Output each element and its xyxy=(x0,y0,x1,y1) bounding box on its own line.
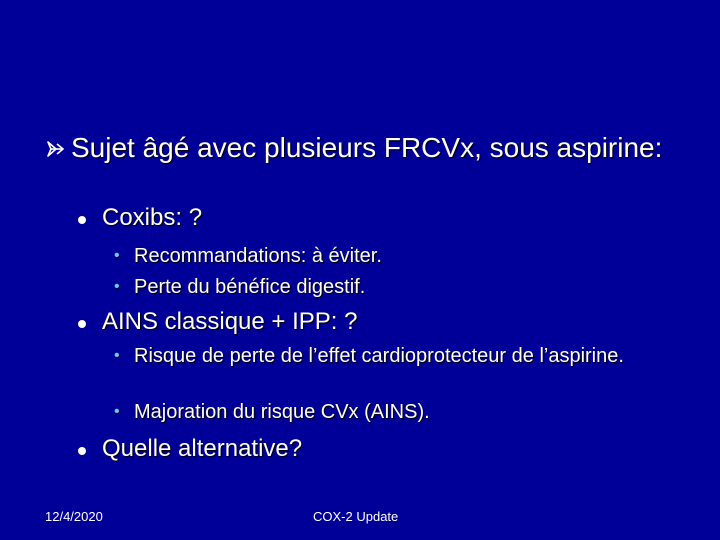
footer-date: 12/4/2020 xyxy=(45,509,103,524)
item-label: Coxibs: ? xyxy=(102,204,203,231)
sub-item xyxy=(114,275,634,299)
sub-item-text: Recommandations: à éviter. xyxy=(134,245,382,267)
arrow-check-icon xyxy=(46,139,66,159)
main-point xyxy=(46,131,686,165)
bullet-dot-icon xyxy=(78,320,86,328)
sub-item xyxy=(114,244,634,268)
item-label: Quelle alternative? xyxy=(102,435,303,462)
sub-item-text: Majoration du risque CVx (AINS). xyxy=(134,401,430,423)
sub-bullet-icon: • xyxy=(114,278,120,295)
sub-item xyxy=(114,400,634,424)
footer-title: COX-2 Update xyxy=(313,509,399,524)
bullet-dot-icon xyxy=(78,216,86,224)
item-label: AINS classique + IPP: ? xyxy=(102,308,358,335)
sub-bullet-icon: • xyxy=(114,403,120,420)
sub-item-text: Risque de perte de l’effet cardioprotecteur de l’aspirine. xyxy=(134,345,624,367)
sub-bullet-icon: • xyxy=(114,347,120,364)
bullet-dot-icon xyxy=(78,447,86,455)
sub-bullet-icon: • xyxy=(114,247,120,264)
sub-item xyxy=(114,344,634,368)
sub-item-text: Perte du bénéfice digestif. xyxy=(134,276,366,298)
main-point-text: Sujet âgé avec plusieurs FRCVx, sous aspirine: xyxy=(71,132,663,163)
